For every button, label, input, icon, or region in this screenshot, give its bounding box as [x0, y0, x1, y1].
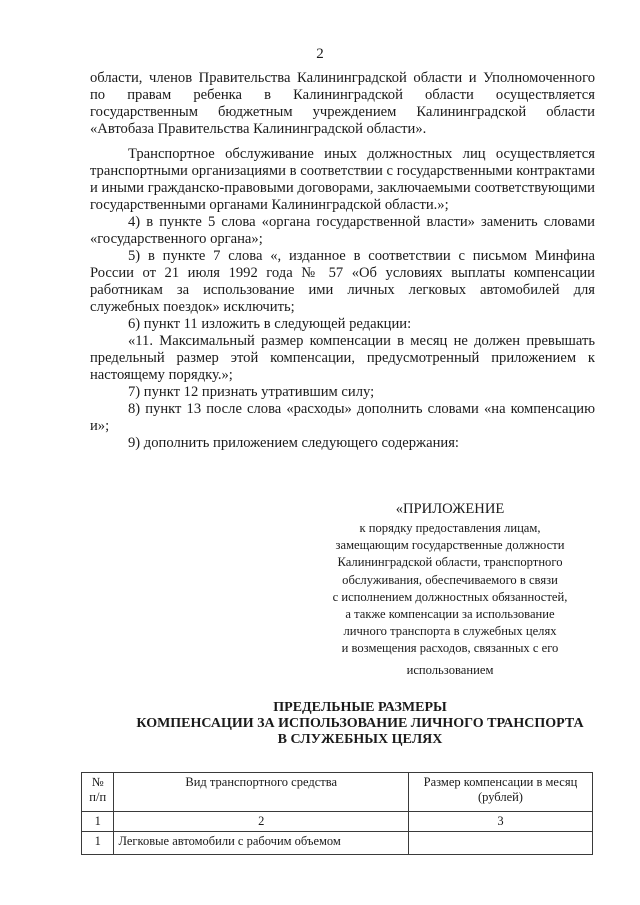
appendix-line: с исполнением должностных обязанностей, — [332, 589, 568, 604]
compensation-table — [81, 772, 593, 855]
table-row — [82, 832, 593, 855]
appendix-line: к порядку предоставления лицам, — [359, 521, 541, 535]
appendix-title: «ПРИЛОЖЕНИЕ — [395, 501, 505, 517]
heading-line: В СЛУЖЕБНЫХ ЦЕЛЯХ — [277, 732, 443, 747]
paragraph: 5) в пункте 7 слова «, изданное в соответствии с письмом Минфина России от 21 июля 1992 года № 57 «Об условиях выплаты компенсации работникам за использование ими личных легковых автомобилей для служебных поездок» исключить; — [90, 248, 595, 315]
table-cell-number: 1 — [82, 832, 114, 855]
index-cell: 3 — [408, 812, 592, 832]
heading-line: КОМПЕНСАЦИИ ЗА ИСПОЛЬЗОВАНИЕ ЛИЧНОГО ТРАНСПОРТА — [136, 716, 584, 731]
paragraph: Транспортное обслуживание иных должностных лиц осуществляется транспортными организациями в соответствии с государственными контрактами и иными гражданско-правовыми договорами, заключаемыми соответствующими государственными органами Калининградской области.»; — [90, 146, 595, 213]
index-cell: 2 — [114, 812, 408, 832]
paragraph: 6) пункт 11 изложить в следующей редакции: — [128, 316, 412, 332]
page-number: 2 — [316, 46, 324, 62]
appendix-line: и возмещения расходов, связанных с его — [341, 641, 559, 656]
index-cell: 1 — [82, 812, 114, 832]
paragraph: 9) дополнить приложением следующего содержания: — [128, 435, 459, 451]
table-cell-vehicle-type: Легковые автомобили с рабочим объемом — [114, 832, 408, 855]
appendix-line: Калининградской области, транспортного — [337, 555, 563, 570]
table-header-row — [82, 773, 593, 812]
appendix-line: личного транспорта в служебных целях — [343, 624, 557, 639]
paragraph: области, членов Правительства Калининградской области и Уполномоченного по правам ребенка в Калининградской области осуществляется государственным бюджетным учреждением Калининградской области «Автобаза Правительства Калининградской области». — [90, 70, 595, 137]
paragraph: 4) в пункте 5 слова «органа государственной власти» заменить словами «государственного органа»; — [90, 214, 595, 247]
header-number: № п/п — [82, 773, 114, 812]
document-body — [90, 70, 595, 452]
appendix-line: замещающим государственные должности — [335, 538, 565, 553]
paragraph: «11. Максимальный размер компенсации в месяц не должен превышать предельный размер этой компенсации, предусмотренный приложением к настоящему порядку.»; — [90, 333, 595, 383]
appendix-line: а также компенсации за использование — [345, 607, 555, 622]
table-index-row — [82, 812, 593, 832]
appendix-line: обслуживания, обеспечиваемого в связи — [342, 572, 558, 587]
heading-line: ПРЕДЕЛЬНЫЕ РАЗМЕРЫ — [273, 700, 447, 715]
header-compensation: Размер компенсации в месяц (рублей) — [408, 773, 592, 812]
appendix-block — [300, 500, 600, 679]
paragraph: 7) пункт 12 признать утратившим силу; — [128, 384, 375, 400]
section-heading — [100, 700, 620, 748]
appendix-line: использованием — [406, 662, 494, 677]
paragraph: 8) пункт 13 после слова «расходы» дополнить словами «на компенсацию и»; — [90, 401, 595, 434]
table-cell-compensation — [408, 832, 592, 855]
header-vehicle-type: Вид транспортного средства — [114, 773, 408, 812]
